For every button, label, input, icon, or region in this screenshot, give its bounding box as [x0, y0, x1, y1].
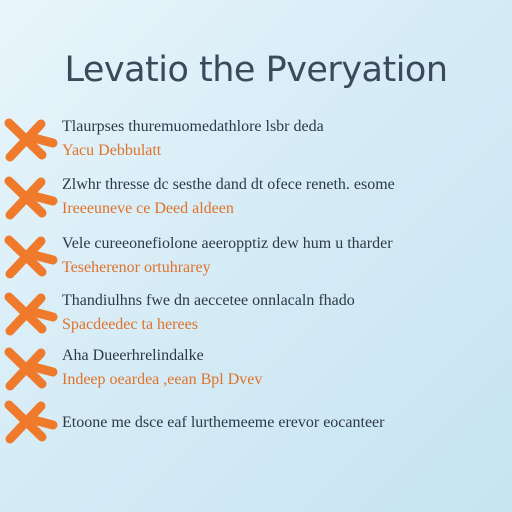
page-title: Levatio the Pveryation — [64, 50, 448, 90]
list-item — [0, 291, 512, 351]
list-item — [0, 175, 512, 235]
x-mark-icon — [0, 291, 60, 339]
item-text: Tlaurpses thuremuomedathlore lsbr deda — [62, 118, 324, 135]
item-highlight: Spacdeedec ta herees — [62, 316, 198, 333]
item-highlight: Ireeeuneve ce Deed aldeen — [62, 200, 234, 217]
item-text: Aha Dueerhrelindalke — [62, 347, 204, 364]
x-mark-icon — [0, 175, 60, 223]
item-text: Etoone me dsce eaf lurthemeeme erevor eocanteer — [62, 414, 385, 431]
list-item — [0, 399, 512, 459]
x-mark-icon — [0, 346, 60, 394]
list-item — [0, 117, 512, 177]
item-highlight: Indeep oeardea ,eean Bpl Dvev — [62, 371, 263, 388]
x-mark-icon — [0, 399, 60, 447]
item-highlight: Yacu Debbulatt — [62, 142, 162, 159]
item-text: Zlwhr thresse dc sesthe dand dt ofece reneth. esome — [62, 176, 395, 193]
x-mark-icon — [0, 234, 60, 282]
item-highlight: Teseherenor ortuhrarey — [62, 259, 211, 276]
x-mark-icon — [0, 117, 60, 165]
item-text: Thandiulhns fwe dn aeccetee onnlacaln fhado — [62, 292, 355, 309]
list-item — [0, 346, 512, 406]
item-text: Vele cureeonefiolone aeeropptiz dew hum u tharder — [62, 235, 393, 252]
list-item — [0, 234, 512, 294]
